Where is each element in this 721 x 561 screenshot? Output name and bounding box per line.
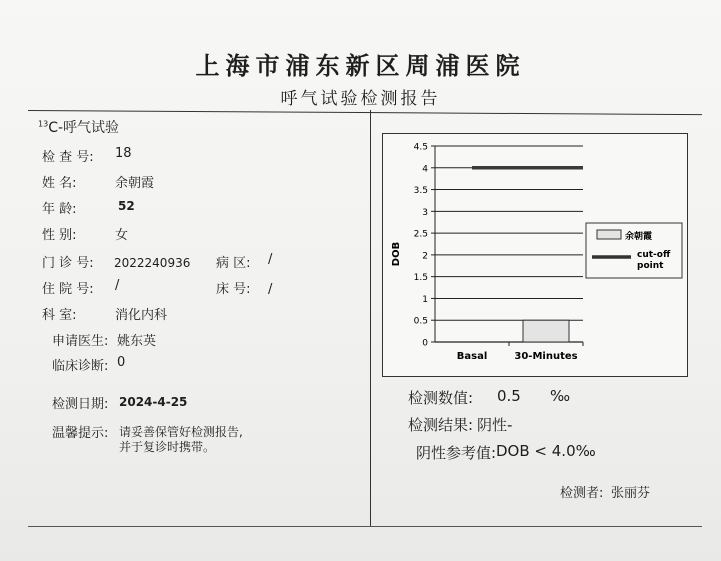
y-tick-label: 2.5 <box>413 229 428 240</box>
x-tick-label: 30-Minutes <box>514 351 578 362</box>
hospital-name: 上海市浦东新区周浦医院 <box>195 51 526 80</box>
exam-no-label: 检 查 号: <box>42 150 94 165</box>
test-name: C-呼气试验 <box>48 120 120 136</box>
bottom-border <box>28 526 702 527</box>
dept-value: 消化内科 <box>115 308 168 323</box>
doctor-label: 申请医生: <box>52 334 109 349</box>
name-value: 余朝霞 <box>115 176 155 191</box>
outpatient-value: 2022240936 <box>114 256 191 270</box>
legend-swatch-patient <box>597 230 621 239</box>
age-value: 52 <box>118 199 135 213</box>
header-divider <box>28 110 702 115</box>
result-label: 检测结果: <box>408 416 474 434</box>
tip-line-1: 请妥善保管好检测报告, <box>119 425 243 439</box>
y-tick-label: 4 <box>422 164 428 175</box>
exam-no-value: 18 <box>115 146 132 161</box>
tip-line-2: 并于复诊时携带。 <box>119 440 216 454</box>
y-tick-label: 3 <box>422 207 428 218</box>
diagnosis-value: 0 <box>117 355 126 370</box>
bed-label: 床 号: <box>216 282 251 297</box>
inpatient-label: 住 院 号: <box>42 282 94 297</box>
bed-value: / <box>268 282 273 297</box>
legend-label-cutoff-line1: cut-off <box>637 250 671 260</box>
y-tick-label: 0.5 <box>413 316 428 327</box>
examiner-label: 检测者: <box>560 486 604 501</box>
ward-value: / <box>268 252 273 267</box>
y-tick-label: 3.5 <box>413 186 428 197</box>
sex-value: 女 <box>115 228 129 243</box>
legend-label-patient: 余朝霞 <box>625 232 653 242</box>
isotope-mass: 13 <box>38 119 49 129</box>
sex-label: 性 别: <box>42 228 77 243</box>
legend-label-cutoff-line2: point <box>637 261 664 271</box>
y-tick-label: 2 <box>422 251 428 262</box>
name-label: 姓 名: <box>42 176 77 191</box>
dept-label: 科 室: <box>42 308 77 323</box>
date-value: 2024-4-25 <box>119 395 188 409</box>
report-title: 呼气试验检测报告 <box>280 89 441 109</box>
y-tick-label: 1 <box>422 294 428 305</box>
result-value: 阴性- <box>477 416 513 434</box>
y-tick-label: 4.5 <box>413 142 428 153</box>
value-number: 0.5 <box>497 387 521 405</box>
doctor-value: 姚东英 <box>117 334 157 349</box>
ward-label: 病 区: <box>216 256 251 271</box>
dob-chart <box>383 134 687 376</box>
bar-30-minutes <box>523 320 569 342</box>
inpatient-value: / <box>115 278 120 293</box>
tip-label: 温馨提示: <box>52 426 109 441</box>
diagnosis-label: 临床诊断: <box>52 359 109 374</box>
age-label: 年 龄: <box>42 202 77 217</box>
examiner-name: 张丽芬 <box>611 486 651 501</box>
chart-legend <box>586 223 682 278</box>
section-title <box>38 117 119 137</box>
reference-value: DOB < 4.0‰ <box>496 442 596 460</box>
reference-label: 阴性参考值: <box>416 444 497 462</box>
y-axis-label: DOB <box>391 241 402 267</box>
column-divider <box>370 110 371 526</box>
outpatient-label: 门 诊 号: <box>42 256 94 271</box>
date-label: 检测日期: <box>52 397 109 412</box>
x-tick-label: Basal <box>456 351 488 362</box>
value-label: 检测数值: <box>408 389 474 407</box>
y-tick-label: 1.5 <box>413 273 428 284</box>
dob-chart-box <box>382 133 688 377</box>
value-unit: ‰ <box>550 387 571 405</box>
y-tick-label: 0 <box>422 338 428 349</box>
